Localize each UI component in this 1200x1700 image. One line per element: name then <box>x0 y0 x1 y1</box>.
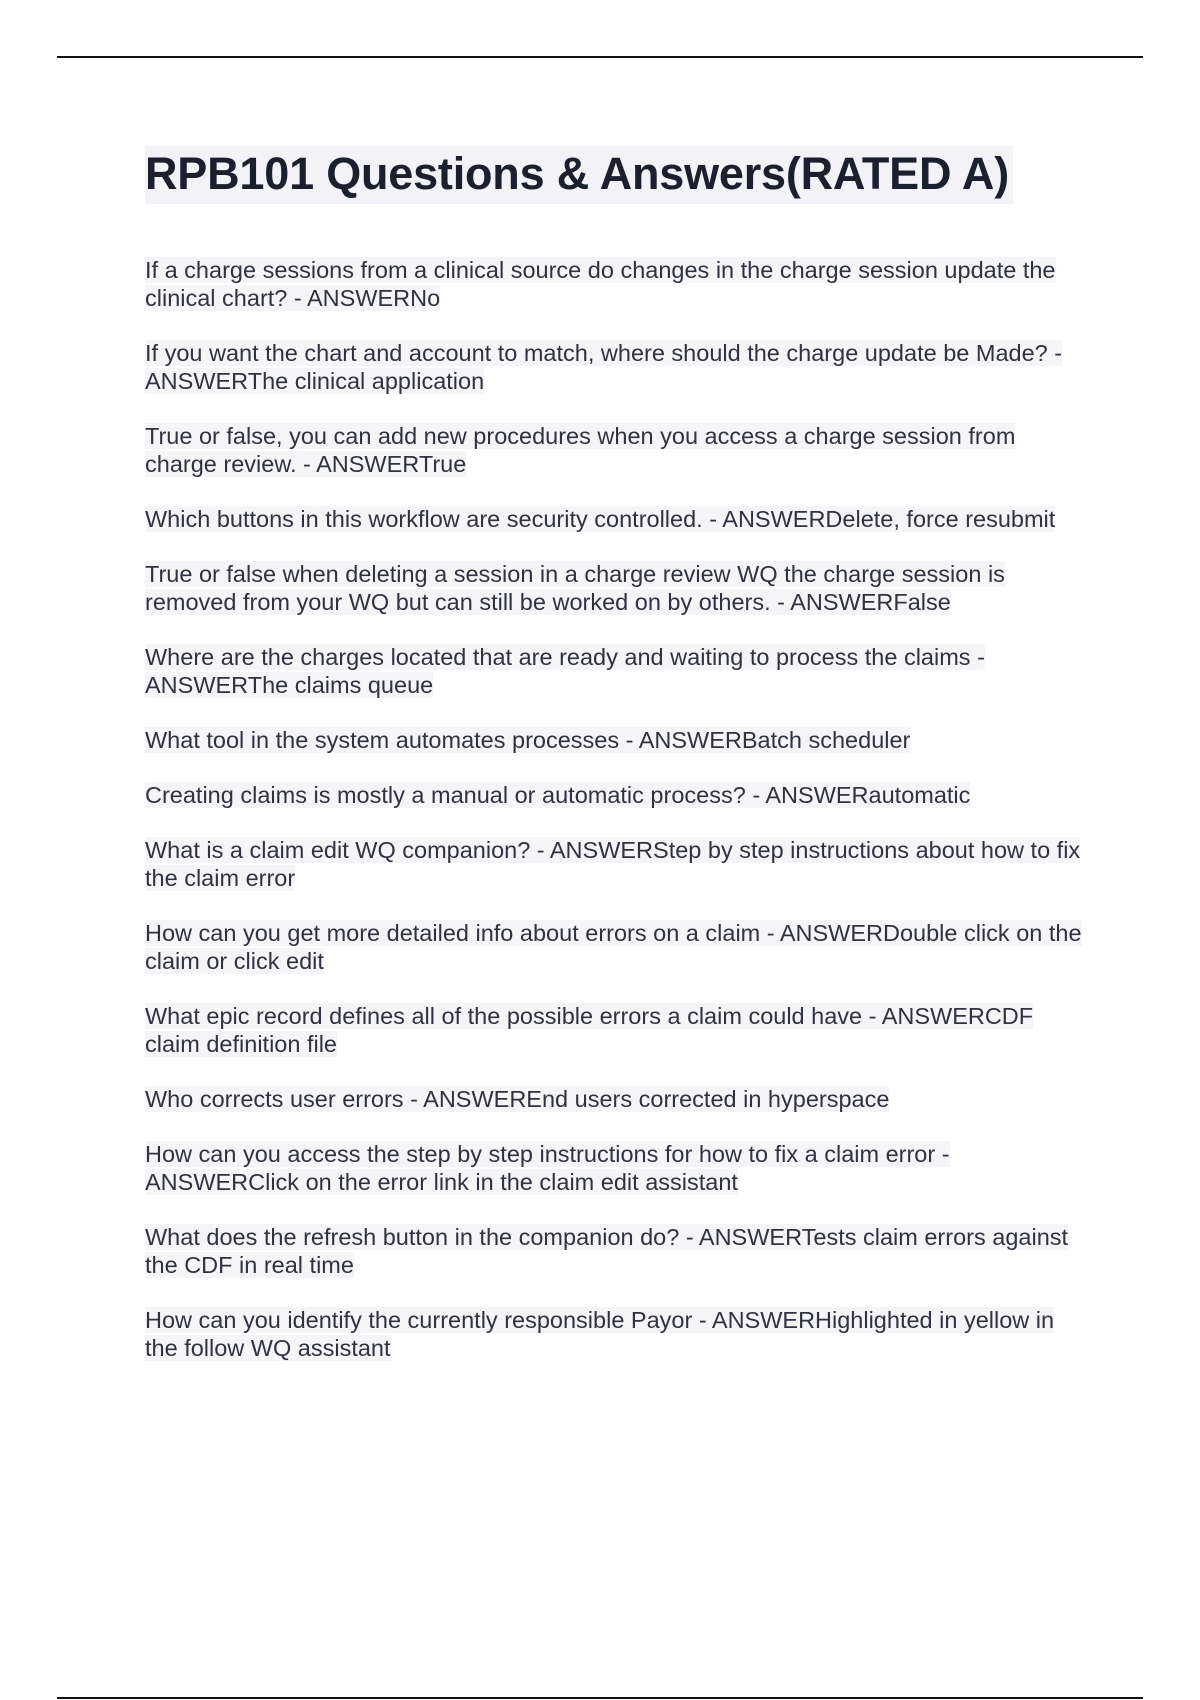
qa-item <box>145 339 1090 395</box>
qa-item <box>145 1002 1090 1058</box>
qa-text: Who corrects user errors - ANSWEREnd users corrected in hyperspace <box>145 1086 890 1112</box>
qa-text: What epic record defines all of the possible errors a claim could have - ANSWERCDF claim definition file <box>145 1003 1034 1057</box>
qa-text: What does the refresh button in the companion do? - ANSWERTests claim errors against the CDF in real time <box>145 1224 1069 1278</box>
qa-item <box>145 781 1090 809</box>
qa-item <box>145 836 1090 892</box>
qa-item <box>145 1223 1090 1279</box>
qa-item <box>145 726 1090 754</box>
qa-text: If a charge sessions from a clinical source do changes in the charge session update the clinical chart? - ANSWERNo <box>145 257 1056 311</box>
qa-text: What is a claim edit WQ companion? - ANSWERStep by step instructions about how to fix the claim error <box>145 837 1081 891</box>
qa-text: Which buttons in this workflow are security controlled. - ANSWERDelete, force resubmit <box>145 506 1056 532</box>
qa-text: How can you get more detailed info about errors on a claim - ANSWERDouble click on the claim or click edit <box>145 920 1082 974</box>
qa-text: Where are the charges located that are ready and waiting to process the claims - ANSWERThe claims queue <box>145 644 985 698</box>
qa-text: If you want the chart and account to match, where should the charge update be Made? - ANSWERThe clinical application <box>145 340 1063 394</box>
qa-text: True or false, you can add new procedures when you access a charge session from charge review. - ANSWERTrue <box>145 423 1016 477</box>
qa-item <box>145 1140 1090 1196</box>
document-title: RPB101 Questions & Answers(RATED A) <box>145 146 1013 204</box>
qa-item <box>145 256 1090 312</box>
qa-item <box>145 422 1090 478</box>
qa-text: Creating claims is mostly a manual or automatic process? - ANSWERautomatic <box>145 782 971 808</box>
qa-text: What tool in the system automates processes - ANSWERBatch scheduler <box>145 727 911 753</box>
top-rule <box>57 56 1143 58</box>
qa-item <box>145 505 1090 533</box>
qa-item <box>145 919 1090 975</box>
qa-item <box>145 1306 1090 1362</box>
qa-text: How can you access the step by step instructions for how to fix a claim error - ANSWERClick on the error link in the claim edit assistant <box>145 1141 950 1195</box>
document-body <box>145 146 1090 1389</box>
bottom-rule <box>57 1697 1143 1699</box>
qa-item <box>145 643 1090 699</box>
qa-item <box>145 560 1090 616</box>
qa-text: True or false when deleting a session in a charge review WQ the charge session is removed from your WQ but can still be worked on by others. - ANSWERFalse <box>145 561 1005 615</box>
qa-item <box>145 1085 1090 1113</box>
qa-list <box>145 256 1090 1362</box>
qa-text: How can you identify the currently responsible Payor - ANSWERHighlighted in yellow in the follow WQ assistant <box>145 1307 1055 1361</box>
